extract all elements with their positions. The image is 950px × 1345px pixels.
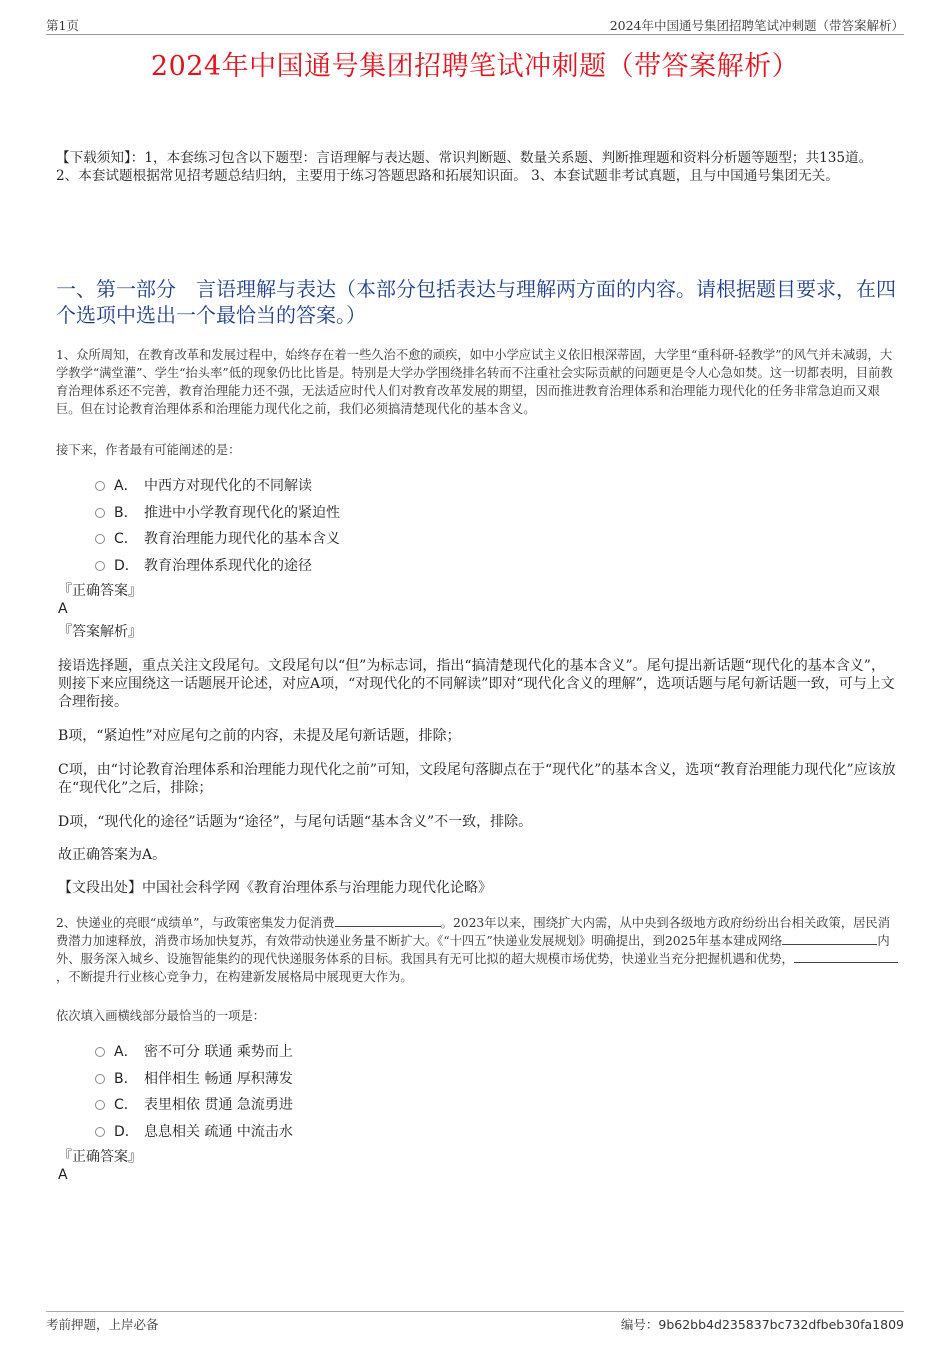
fill-blank (794, 950, 898, 963)
q1-analysis-label: 『答案解析』 (58, 624, 142, 640)
q1-answer-label: 『正确答案』 (58, 583, 142, 599)
q2-answer-label: 『正确答案』 (58, 1149, 142, 1165)
q1-option-c[interactable]: C． 教育治理能力现代化的基本含义 (95, 526, 795, 553)
fill-blank (335, 914, 441, 927)
radio-icon[interactable] (95, 508, 105, 518)
footer-slogan: 考前押题，上岸必备 (46, 1317, 159, 1332)
q2-answer: A (58, 1167, 68, 1183)
q1-option-d[interactable]: D． 教育治理体系现代化的途径 (95, 553, 795, 580)
q1-analysis-para: B项，“紧迫性”对应尾句之前的内容，未提及尾句新话题，排除； (58, 728, 461, 744)
q1-source: 【文段出处】中国社会科学网《教育治理体系与治理能力现代化论略》 (58, 880, 492, 896)
q1-options (95, 473, 795, 579)
q1-analysis-para: 接语选择题，重点关注文段尾句。文段尾句以“但”为标志词，指出“搞清楚现代化的基本含义”。尾句提出新话题“现代化的基本含义”，则接下来应围绕这一话题展开论述，对应A项，“对现代化的不同解读”即对“现代化含义的理解”，选项话题与尾句新话题一致，可与上文合理衔接。 (58, 658, 895, 710)
page-footer (46, 1311, 904, 1332)
q1-option-a[interactable]: A． 中西方对现代化的不同解读 (95, 473, 795, 500)
q1-stem: 1、众所周知，在教育改革和发展过程中，始终存在着一些久治不愈的顽疾，如中小学应试主义依旧根深蒂固，大学里“重科研-轻教学”的风气并未减弱，大学教学“满堂灌”、学生“抬头率”低的现象仍比比皆是。特别是大学办学围绕排名转而不注重社会实际贡献的问题更是令人心急如焚。这一切都表明，目前教育治理体系还不完善，教育治理能力还不强，无法适应时代人们对教育改革发展的期望，因而推进教育治理体系和治理能力现代化的任务非常急迫而又艰巨。但在讨论教育治理体系和治理能力现代化之前，我们必须搞清楚现代化的基本含义。 (56, 348, 893, 416)
download-notice: 【下载须知】：1，本套练习包含以下题型：言语理解与表达题、常识判断题、数量关系题、判断推理题和资料分析题等题型；共135道。 2、本套试题根据常见招考题总结归纳，主要用于练习答题思路和拓展知识面。 3、本套试题非考试真题，且与中国通号集团无关。 (56, 150, 873, 184)
q2-option-d[interactable]: D． 息息相关 疏通 中流击水 (95, 1119, 795, 1146)
header-doc-title: 2024年中国通号集团招聘笔试冲刺题（带答案解析） (609, 18, 904, 33)
q1-analysis-para: 故正确答案为A。 (58, 847, 167, 863)
page-header (46, 14, 904, 35)
q2-option-b[interactable]: B． 相伴相生 畅通 厚积薄发 (95, 1066, 795, 1093)
radio-icon[interactable] (95, 1074, 105, 1084)
section-heading: 一、第一部分 言语理解与表达（本部分包括表达与理解两方面的内容。请根据题目要求，在四个选项中选出一个最恰当的答案。） (56, 277, 896, 327)
page-number: 第1页 (46, 18, 79, 33)
q2-options (95, 1039, 795, 1145)
q1-analysis-para: D项，“现代化的途径”话题为“途径”，与尾句话题“基本含义”不一致，排除。 (58, 814, 533, 830)
radio-icon[interactable] (95, 561, 105, 571)
radio-icon[interactable] (95, 1047, 105, 1057)
q2-option-a[interactable]: A． 密不可分 联通 乘势而上 (95, 1039, 795, 1066)
radio-icon[interactable] (95, 1127, 105, 1137)
q2-option-c[interactable]: C． 表里相依 贯通 急流勇进 (95, 1092, 795, 1119)
q1-prompt: 接下来，作者最有可能阐述的是： (56, 443, 241, 457)
q1-answer: A (58, 601, 68, 617)
footer-doc-id: 编号：9b62bb4d235837bc732dfbeb30fa1809 (620, 1317, 904, 1332)
q1-option-b[interactable]: B． 推进中小学教育现代化的紧迫性 (95, 500, 795, 527)
radio-icon[interactable] (95, 534, 105, 544)
q2-stem: 2、快递业的亮眼“成绩单”，与政策密集发力促消费 。2023年以来，围绕扩大内需，从中央到各级地方政府纷纷出台相关政策，居民消费潜力加速释放，消费市场加快复苏，有效带动快递业务量不断扩大。《“十四五”快递业发展规划》明确提出，到2025年基本建成网络 内外、服务深入城乡、设施智能集约的现代快递服务体系的目标。我国具有无可比拟的超大规模市场优势，快递业当充分把握机遇和优势，，不断提升行业核心竞争力，在构建新发展格局中展现更大作为。 (56, 914, 898, 986)
q2-prompt: 依次填入画横线部分最恰当的一项是： (56, 1009, 266, 1023)
fill-blank (782, 932, 877, 945)
radio-icon[interactable] (95, 481, 105, 491)
radio-icon[interactable] (95, 1100, 105, 1110)
q1-analysis-para: C项，由“讨论教育治理体系和治理能力现代化之前”可知，文段尾句落脚点在于“现代化”的基本含义，选项“教育治理能力现代化”应该放在“现代化”之后，排除； (58, 762, 896, 796)
document-title: 2024年中国通号集团招聘笔试冲刺题（带答案解析） (150, 51, 800, 82)
